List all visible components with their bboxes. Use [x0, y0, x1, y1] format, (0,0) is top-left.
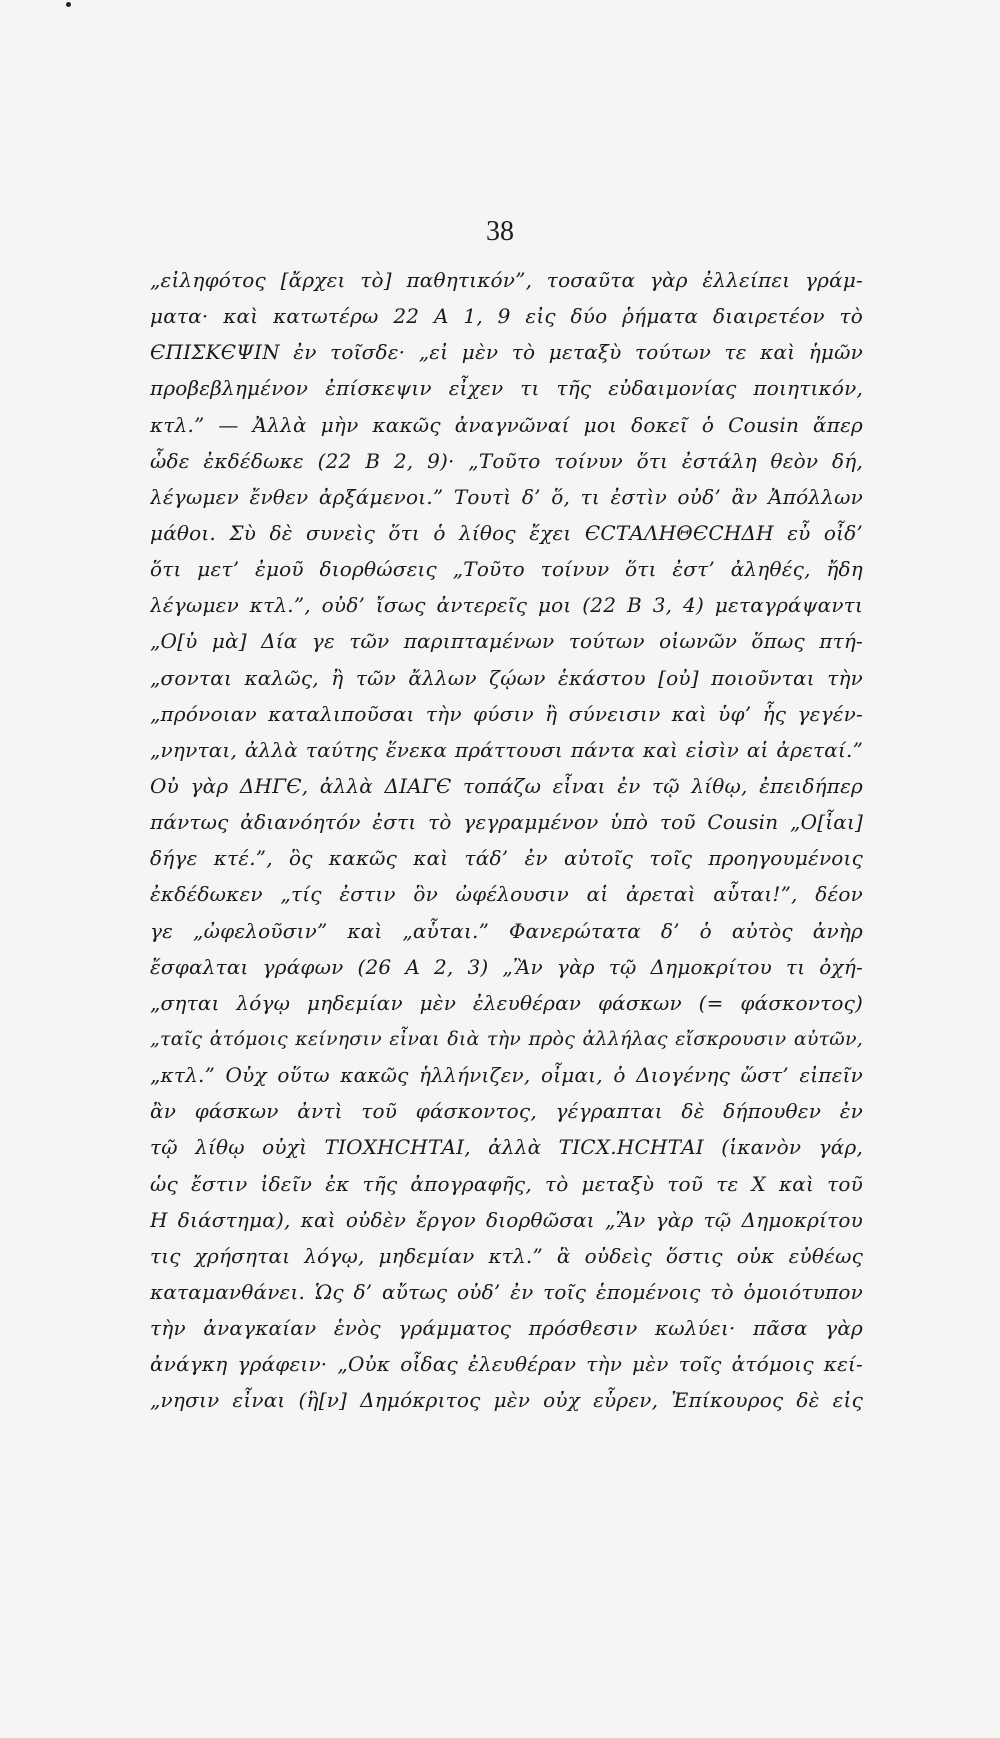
- text-line: ὧδε ἐκδέδωκε (22 B 2, 9)· „Τοῦτο τοίνυν ὅτι ἐστάλη θεὸν δή,: [150, 448, 863, 473]
- ink-speck: [66, 2, 71, 7]
- text-line: „εἰληφότος [ἄρχει τὸ] παθητικόν”, τοσαῦτα γὰρ ἐλλείπει γράμ-: [150, 268, 863, 292]
- text-line: ὡς ἔστιν ἰδεῖν ἐκ τῆς ἀπογραφῆς, τὸ μεταξὺ τοῦ τε Χ καὶ τοῦ: [150, 1171, 863, 1196]
- text-line: ἔσφαλται γράφων (26 A 2, 3) „Ἂν γὰρ τῷ Δημοκρίτου τι ὀχή-: [150, 954, 863, 979]
- text-line: καταμανθάνει. Ὡς δ’ αὔτως οὐδ’ ἐν τοῖς ἑπομένοις τὸ ὁμοιότυπον: [150, 1279, 863, 1304]
- text-line: ἐκδέδωκεν „τίς ἐστιν ὃν ὠφέλουσιν αἱ ἀρεταὶ αὗται!”, δέον: [150, 882, 863, 907]
- text-line: τις χρήσηται λόγῳ, μηδεμίαν κτλ.” ἃ οὐδεὶς ὅστις οὐκ εὐθέως: [150, 1243, 863, 1268]
- text-line: τῷ λίθῳ οὐχὶ ΤΙΟΧΗCΗΤΑΙ, ἀλλὰ ΤΙCΧ.ΗCΗΤΑΙ (ἱκανὸν γάρ,: [150, 1135, 863, 1160]
- text-line: „σηται λόγῳ μηδεμίαν μὲν ἐλευθέραν φάσκων (= φάσκοντος): [150, 990, 863, 1015]
- text-line: ἀνάγκη γράφειν· „Οὐκ οἶδας ἐλευθέραν τὴν μὲν τοῖς ἀτόμοις κεί-: [150, 1352, 863, 1377]
- text-line: „Ο[ὐ μὰ] Δία γε τῶν παριπταμένων τούτων οἰωνῶν ὅπως πτή-: [150, 629, 863, 654]
- text-line: Οὐ γὰρ ΔΗΓЄ, ἀλλὰ ΔΙΑΓЄ τοπάζω εἶναι ἐν τῷ λίθῳ, ἐπειδήπερ: [150, 773, 863, 798]
- text-line: δήγε κτέ.”, ὃς κακῶς καὶ τάδ’ ἐν αὐτοῖς τοῖς προηγουμένοις: [150, 846, 863, 871]
- text-line: μάθοι. Σὺ δὲ συνεὶς ὅτι ὁ λίθος ἔχει ЄCΤΑΛΗΘЄCΗΔΗ εὖ οἶδ’: [150, 520, 863, 545]
- text-line: γε „ὠφελοῦσιν” καὶ „αὗται.” Φανερώτατα δ’ ὁ αὐτὸς ἀνὴρ: [150, 918, 863, 943]
- text-line: ЄΠΙΣΚЄΨΙΝ ἐν τοῖσδε· „εἰ μὲν τὸ μεταξὺ τούτων τε καὶ ἡμῶν: [150, 340, 863, 365]
- text-line: „πρόνοιαν καταλιποῦσαι τὴν φύσιν ἢ σύνεισιν καὶ ὑφ’ ἧς γεγέν-: [150, 701, 863, 726]
- text-line: ματα· καὶ κατωτέρω 22 A 1, 9 εἰς δύο ῥήματα διαιρετέον τὸ: [150, 304, 863, 329]
- body-text: [150, 262, 863, 1419]
- text-line: „σονται καλῶς, ἢ τῶν ἄλλων ζῴων ἑκάστου [οὐ] ποιοῦνται τὴν: [150, 665, 863, 690]
- text-line: „ταῖς ἀτόμοις κείνησιν εἶναι διὰ τὴν πρὸς ἀλλήλας εἴσκρουσιν αὐτῶν,: [150, 1027, 863, 1050]
- text-line: „κτλ.” Οὐχ οὕτω κακῶς ἡλλήνιζεν, οἶμαι, ὁ Διογένης ὥστ’ εἰπεῖν: [150, 1063, 863, 1088]
- text-line: λέγωμεν ἔνθεν ἀρξάμενοι.” Τουτὶ δ’ ὅ, τι ἐστὶν οὐδ’ ἂν Ἀπόλλων: [150, 484, 863, 509]
- page-number: 38: [486, 216, 514, 247]
- text-line: „νησιν εἶναι (ἣ[ν] Δημόκριτος μὲν οὐχ εὗρεν, Ἐπίκουρος δὲ εἰς: [150, 1388, 863, 1413]
- text-line: ἂν φάσκων ἀντὶ τοῦ φάσκοντος, γέγραπται δὲ δήπουθεν ἐν: [150, 1099, 863, 1124]
- text-line: ὅτι μετ’ ἐμοῦ διορθώσεις „Τοῦτο τοίνυν ὅτι ἐστ’ ἀληθές, ἤδη: [150, 557, 863, 582]
- text-line: „νηνται, ἀλλὰ ταύτης ἕνεκα πράττουσι πάντα καὶ εἰσὶν αἱ ἀρεταί.”: [150, 737, 863, 762]
- text-line: Η διάστημα), καὶ οὐδὲν ἔργον διορθῶσαι „Ἂν γὰρ τῷ Δημοκρίτου: [150, 1207, 863, 1232]
- text-line: λέγωμεν κτλ.”, οὐδ’ ἴσως ἀντερεῖς μοι (22 B 3, 4) μεταγράψαντι: [150, 593, 863, 618]
- text-line: κτλ.” — Ἀλλὰ μὴν κακῶς ἀναγνῶναί μοι δοκεῖ ὁ Cousin ἅπερ: [150, 412, 863, 437]
- text-line: τὴν ἀναγκαίαν ἑνὸς γράμματος πρόσθεσιν κωλύει· πᾶσα γὰρ: [150, 1316, 863, 1341]
- text-line: πάντως ἀδιανόητόν ἐστι τὸ γεγραμμένον ὑπὸ τοῦ Cousin „Ο[ἶαι]: [150, 810, 863, 835]
- text-line: προβεβλημένον ἐπίσκεψιν εἶχεν τι τῆς εὐδαιμονίας ποιητικόν,: [150, 376, 863, 401]
